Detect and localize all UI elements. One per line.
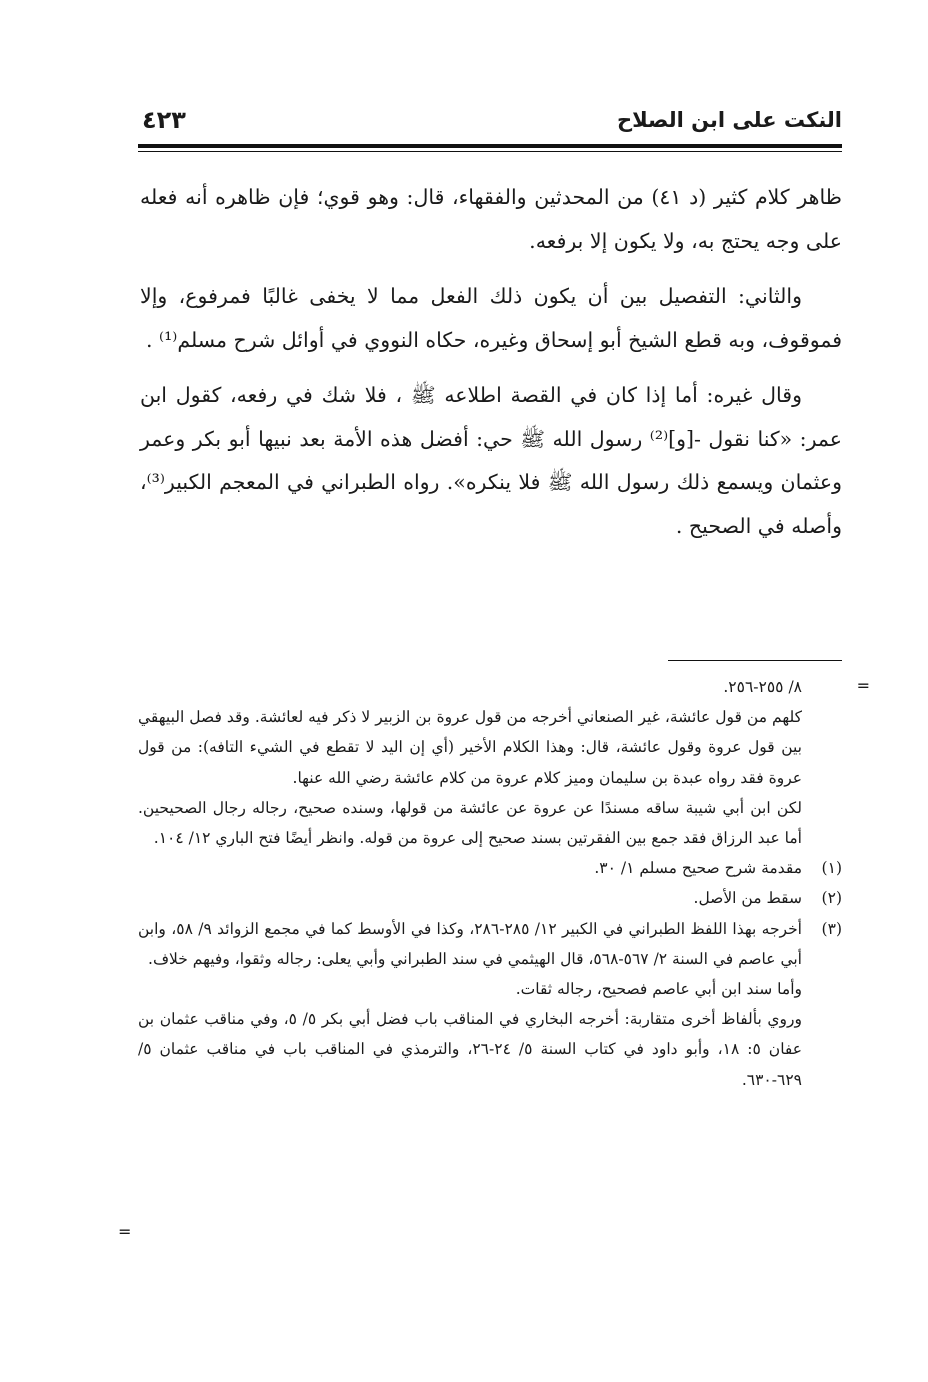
footnote-3 bbox=[138, 914, 842, 974]
footnote-3-continued: وأما سند ابن أبي عاصم فصحيح، رجاله ثقات. bbox=[515, 980, 802, 999]
footnote-continued-line: ٨/ ٢٥٥-٢٥٦. bbox=[723, 678, 802, 696]
paragraph-2: والثاني: التفصيل بين أن يكون ذلك الفعل مما لا يخفى غالبًا فمرفوع، وإلا فموقوف، وبه قطع الشيخ أبو إسحاق وغيره، حكاه النووي في أوائل شرح مسلم⁽¹⁾ . bbox=[140, 284, 842, 352]
footnote-text: أخرجه بهذا اللفظ الطبراني في الكبير ١٢/ ٢٨٥-٢٨٦، وكذا في الأوسط كما في مجمع الزوائد ٩/ ٥٨، وابن أبي عاصم في السنة ٢/ ٥٦٧-٥٦٨، قال الهيثمي في سند الطبراني وأبي يعلى: رجاله وثقوا، وفيهم خلاف. bbox=[138, 919, 802, 968]
paragraph-1: ظاهر كلام كثير (د ٤١) من المحدثين والفقهاء، قال: وهو قوي؛ فإن ظاهره أنه فعله على وجه يحتج به، ولا يكون إلا برفعه. bbox=[140, 185, 842, 253]
page-header bbox=[140, 108, 842, 142]
footnote-2 bbox=[138, 883, 842, 913]
footnote-continued-line: لكن ابن أبي شيبة ساقه مسندًا عن عروة عن عائشة من قولها، وسنده صحيح، رجاله رجال الصحيحين. أما عبد الرزاق فقد جمع بين الفقرتين بسند صحيح إلى عروة من قوله. وانظر أيضًا فتح الباري ١٢/ ١٠٤. bbox=[138, 798, 802, 848]
footnote-1 bbox=[138, 853, 842, 883]
running-title: النكت على ابن الصلاح bbox=[616, 108, 842, 132]
main-text bbox=[140, 176, 842, 560]
footnotes bbox=[138, 672, 842, 1095]
footnote-number: (٣) bbox=[821, 919, 842, 938]
header-rule-thin bbox=[138, 151, 842, 152]
footnote-number: (٢) bbox=[821, 889, 842, 908]
end-continuation-marker: = bbox=[118, 1222, 132, 1241]
footnote-3-continued: وروي بألفاظ أخرى متقاربة: أخرجه البخاري في المناقب باب فضل أبي بكر ٥/ ٥، وفي مناقب عثمان بن عفان ٥: ١٨، وأبو داود في كتاب السنة ٥/ ٢٤-٢٦، والترمذي في المناقب باب في مناقب عثمان ٥/ ٦٢٩-٦٣٠. bbox=[138, 1010, 803, 1089]
footnote-continued-line: كلهم من قول عائشة، غير الصنعاني أخرجه من قول عروة بن الزبير لا ذكر فيه لعائشة. وقد فصل البيهقي بين قول عروة وقول عائشة، قال: وهذا الكلام الأخير (أي إن اليد لا تقطع في الشيء التافه): من قول عروة فقد رواه عبدة بن سليمان وميز كلام عروة من كلام عائشة رضي الله عنها. bbox=[138, 708, 802, 787]
header-rule-thick bbox=[138, 144, 842, 148]
paragraph-3: وقال غيره: أما إذا كان في القصة اطلاعه ﷺ ، فلا شك في رفعه، كقول ابن عمر: «كنا نقول -[و]⁽²⁾ رسول الله ﷺ حي: أفضل هذه الأمة بعد نبيها أبو بكر وعمر وعثمان ويسمع ذلك رسول الله ﷺ فلا ينكره». رواه الطبراني في المعجم الكبير⁽³⁾، وأصله في الصحيح . bbox=[140, 383, 842, 538]
footnote-separator bbox=[668, 660, 842, 661]
page-number: ٤٢٣ bbox=[142, 106, 186, 134]
continuation-marker: = bbox=[856, 676, 870, 695]
footnote-text: سقط من الأصل. bbox=[693, 889, 802, 908]
footnote-number: (١) bbox=[821, 859, 842, 878]
footnote-text: مقدمة شرح صحيح مسلم ١/ ٣٠. bbox=[594, 859, 802, 878]
